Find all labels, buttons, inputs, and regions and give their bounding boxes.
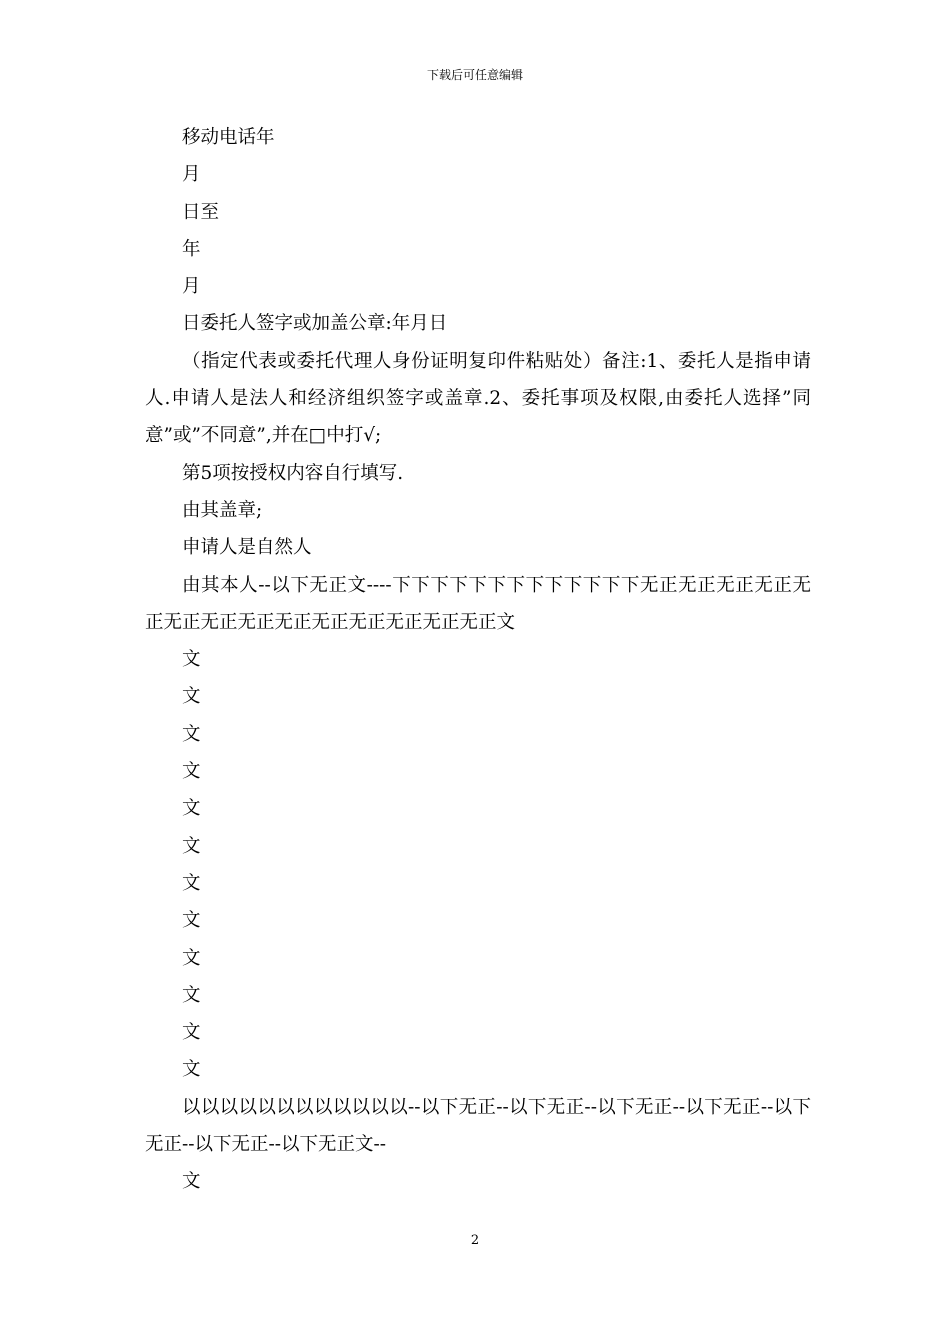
page-number: 2 [470, 1233, 480, 1248]
paragraph: 以以以以以以以以以以以以--以下无正--以下无正--以下无正--以下无正--以下无正--以下无正--以下无正文-- [145, 1096, 811, 1156]
page-header: 下载后可任意编辑 [426, 68, 523, 82]
paragraph: 文 [182, 1022, 201, 1044]
paragraph: 由其本人--以下无正文----下下下下下下下下下下下下下无正无正无正无正无正无正无正无正无正无正无正无正无正无正文 [145, 574, 811, 633]
paragraph: 文 [182, 723, 201, 745]
paragraph: 年 [182, 238, 201, 260]
paragraph: 文 [182, 910, 201, 932]
paragraph: 文 [182, 872, 201, 894]
paragraph: 文 [182, 835, 201, 857]
paragraph: 文 [182, 1059, 201, 1081]
paragraph: 文 [182, 947, 201, 969]
paragraph: 日委托人签字或加盖公章:年月日 [182, 313, 448, 335]
paragraph: （指定代表或委托代理人身份证明复印件粘贴处）备注:1、委托人是指申请人.申请人是法人和经济组织签字或盖章.2、委托事项及权限,由委托人选择”同意”或”不同意”,并在□中打√; [145, 350, 811, 447]
paragraph: 日至 [182, 201, 220, 223]
paragraph: 月 [182, 276, 201, 298]
document-body [145, 119, 811, 1201]
paragraph: 第5项按授权内容自行填写. [182, 462, 404, 484]
paragraph: 申请人是自然人 [182, 537, 312, 559]
paragraph: 由其盖章; [182, 499, 263, 521]
paragraph: 文 [182, 798, 201, 820]
paragraph: 文 [182, 1171, 201, 1193]
paragraph: 文 [182, 649, 201, 671]
paragraph: 文 [182, 686, 201, 708]
paragraph: 文 [182, 761, 201, 783]
paragraph: 月 [182, 164, 201, 186]
paragraph: 文 [182, 984, 201, 1006]
paragraph: 移动电话年 [182, 127, 275, 148]
